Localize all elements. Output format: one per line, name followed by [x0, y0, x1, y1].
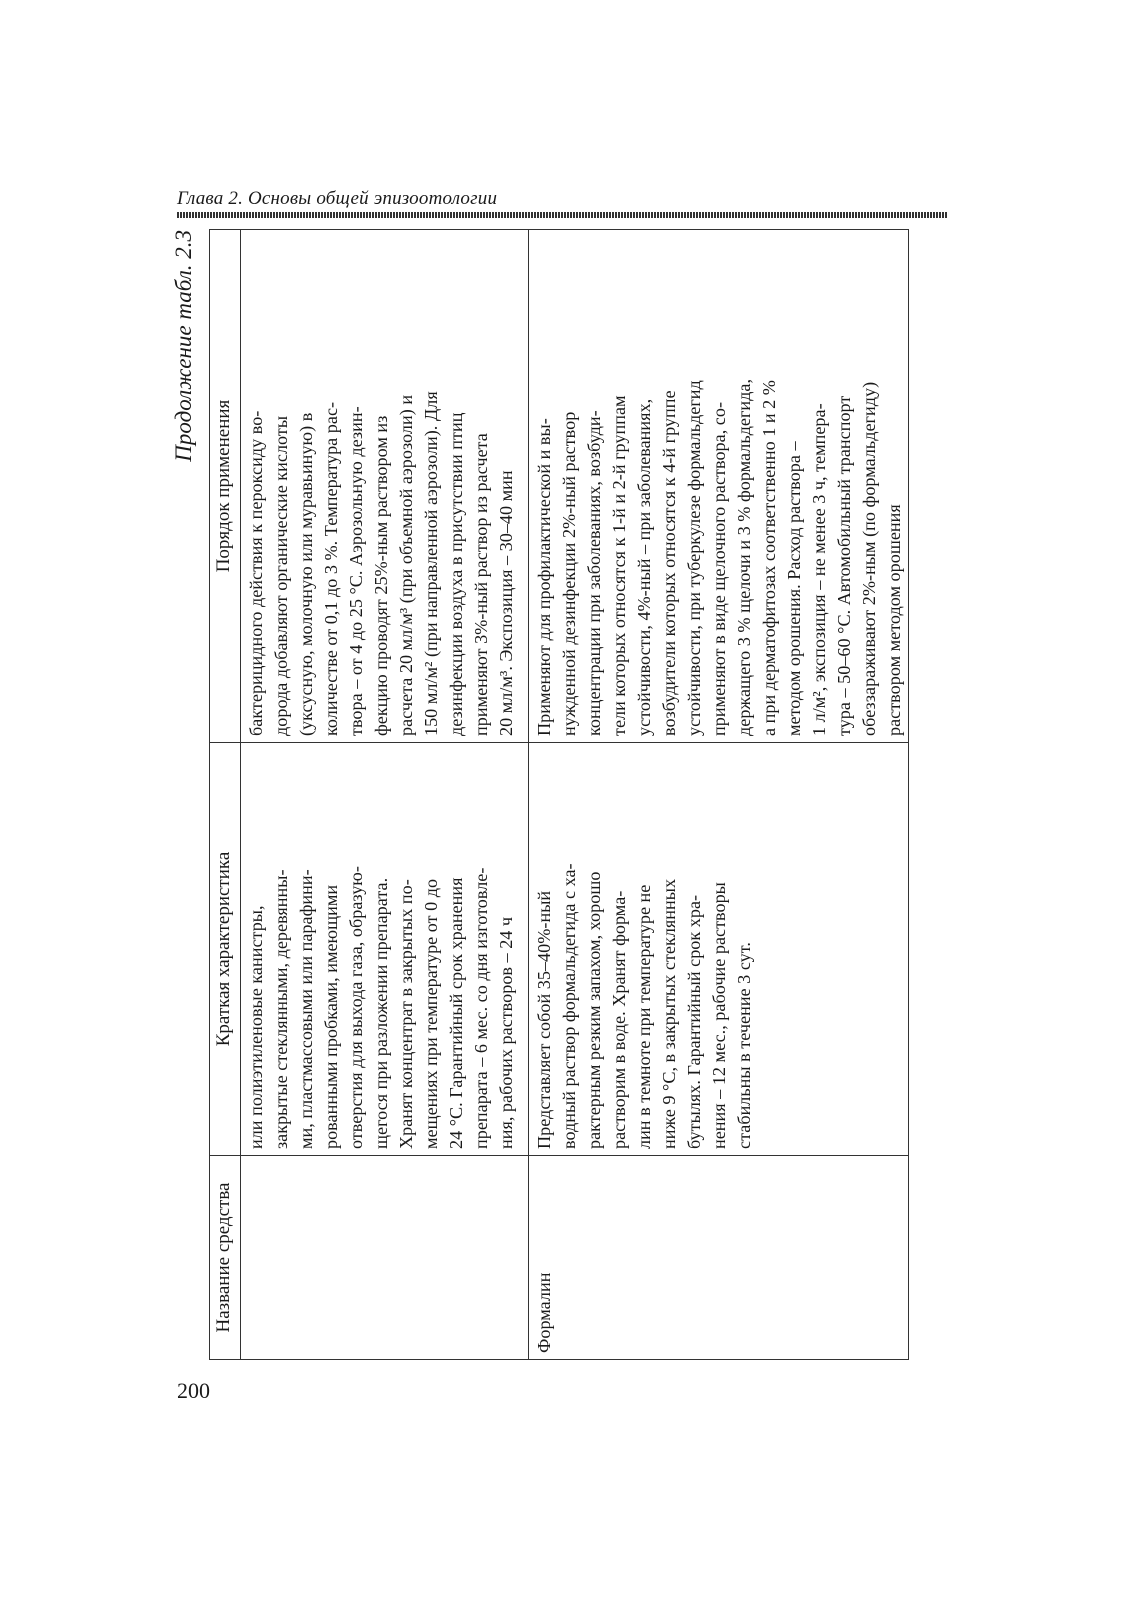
- column-header-application: Порядок применения: [210, 230, 241, 743]
- header-rule: [177, 212, 947, 218]
- text-line: обеззараживают 2%-ным (по формальдегиду): [859, 381, 879, 736]
- text-line: стабильны в течение 3 сут.: [734, 942, 754, 1149]
- cell-name: [241, 1156, 529, 1360]
- cell-application: [529, 230, 909, 743]
- text-line: закрытые стеклянными, деревянны-: [271, 869, 291, 1149]
- text-line: нужденной дезинфекции 2%-ный раствор: [559, 411, 579, 736]
- text-line: бутылях. Гарантийный срок хра-: [684, 894, 704, 1149]
- text-line: методом орошения. Расход раствора –: [784, 441, 804, 736]
- text-line: лин в темноте при температуре не: [634, 884, 654, 1149]
- text-line: 150 мл/м² (при направленной аэрозоли). Для: [421, 391, 441, 736]
- cell-characteristic: [241, 743, 529, 1156]
- table-header-row: [210, 230, 241, 1360]
- text-line: или полиэтиленовые канистры,: [246, 905, 266, 1149]
- cell-name: Формалин: [529, 1156, 909, 1360]
- page-number: 200: [177, 1378, 210, 1403]
- text-line: дорода добавляют органические кислоты: [271, 415, 291, 736]
- text-line: 20 мл/м³. Экспозиция – 30–40 мин: [496, 470, 516, 736]
- text-line: Представляет собой 35–40%-ный: [534, 890, 554, 1149]
- text-line: отверстия для выхода газа, образую-: [346, 866, 366, 1149]
- text-line: фекцию проводят 25%-ным раствором из: [371, 415, 391, 736]
- text-line: ниже 9 °С, в закрытых стеклянных: [659, 878, 679, 1149]
- text-line: Хранят концентрат в закрытых по-: [396, 879, 416, 1149]
- text-line: растворим в воде. Хранят форма-: [609, 890, 629, 1149]
- column-header-characteristic: Краткая характеристика: [210, 743, 241, 1156]
- text-line: ния, рабочих растворов – 24 ч: [496, 916, 516, 1149]
- text-line: расчета 20 мл/м³ (при объемной аэрозоли) и: [396, 394, 416, 736]
- text-line: рованными пробками, имеющими: [321, 884, 341, 1149]
- text-line: препарата – 6 мес. со дня изготовле-: [471, 867, 491, 1149]
- text-line: твора – от 4 до 25 °С. Аэрозольную дезин-: [346, 406, 366, 736]
- table-row: [241, 230, 529, 1360]
- text-line: количестве от 0,1 до 3 %. Температура рас-: [321, 401, 341, 736]
- text-line: ми, пластмассовыми или парафини-: [296, 869, 316, 1149]
- rotated-table-block: [167, 230, 919, 1360]
- text-line: тура – 50–60 °С. Автомобильный транспорт: [834, 395, 854, 736]
- text-line: бактерицидного действия к пероксиду во-: [246, 410, 266, 736]
- text-line: Применяют для профилактической и вы-: [534, 418, 554, 736]
- text-line: устойчивости, при туберкулезе формальдегид: [684, 380, 704, 736]
- text-line: раствором методом орошения: [884, 504, 904, 736]
- disinfectant-table: [209, 229, 909, 1360]
- text-line: применяют в виде щелочного раствора, со-: [709, 401, 729, 736]
- cell-application: [241, 230, 529, 743]
- text-line: мещениях при температуре от 0 до: [421, 878, 441, 1149]
- text-line: (уксусную, молочную или муравьиную) в: [296, 412, 316, 736]
- text-line: держащего 3 % щелочи и 3 % формальдегида,: [734, 378, 754, 736]
- text-line: щегося при разложении препарата.: [371, 877, 391, 1149]
- text-line: 24 °С. Гарантийный срок хранения: [446, 877, 466, 1149]
- text-line: а при дерматофитозах соответственно 1 и 2 %: [759, 380, 779, 736]
- text-line: дезинфекции воздуха в присутствии птиц: [446, 412, 466, 736]
- table-caption: Продолжение табл. 2.3: [171, 230, 196, 462]
- text-line: водный раствор формальдегида с ха-: [559, 863, 579, 1149]
- text-line: нения – 12 мес., рабочие растворы: [709, 882, 729, 1149]
- table-row: [529, 230, 909, 1360]
- text-line: устойчивости, 4%-ный – при заболеваниях,: [634, 398, 654, 736]
- text-line: возбудители которых относятся к 4-й группе: [659, 390, 679, 736]
- text-line: концентрации при заболеваниях, возбуди-: [584, 410, 604, 736]
- text-line: рактерным резким запахом, хорошо: [584, 871, 604, 1149]
- column-header-name: Название средства: [210, 1156, 241, 1360]
- text-line: тели которых относятся к 1-й и 2-й группам: [609, 395, 629, 736]
- text-line: применяют 3%-ный раствор из расчета: [471, 433, 491, 736]
- cell-characteristic: [529, 743, 909, 1156]
- running-header: Глава 2. Основы общей эпизоотологии: [177, 188, 498, 209]
- text-line: 1 л/м², экспозиция – не менее 3 ч, темпера-: [809, 403, 829, 736]
